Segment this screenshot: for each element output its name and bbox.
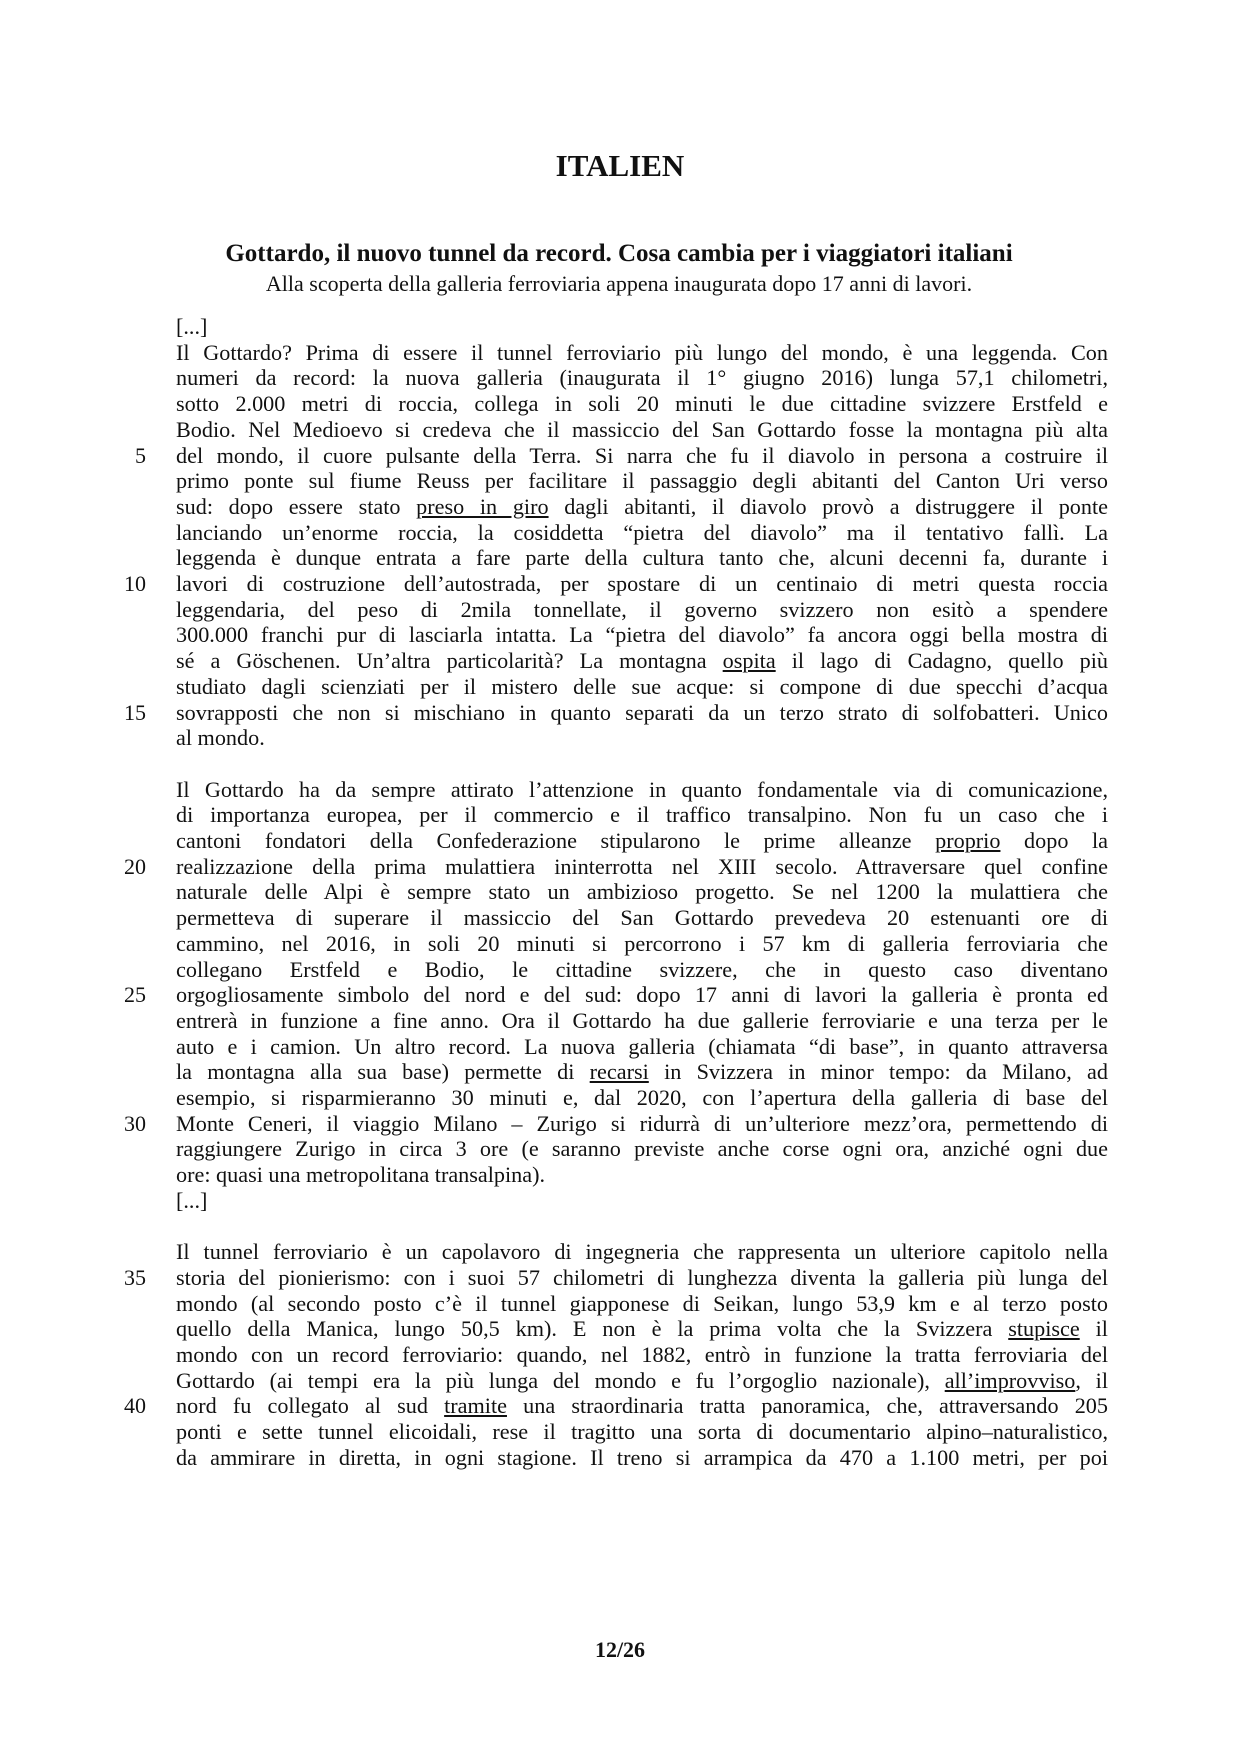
text-line <box>176 1366 1108 1395</box>
text-line: studiato dagli scienziati per il mistero delle sue acque: si compone di due specchi d’acqua <box>176 673 1108 699</box>
underlined-term: ospita <box>722 648 776 674</box>
text-segment: sé a Göschenen. Un’altra particolarità? La montagna <box>176 648 723 674</box>
text-line: leggendaria, del peso di 2mila tonnellate, il governo svizzero non esitò a spendere <box>176 596 1108 622</box>
text-line: raggiungere Zurigo in circa 3 ore (e saranno previste anche corse ogni ora, anziché ogni due <box>176 1136 1108 1162</box>
text-line: realizzazione della prima mulattiera ininterrotta nel XIII secolo. Attraversare quel confine <box>176 853 1108 879</box>
text-line: collegano Erstfeld e Bodio, le cittadine svizzere, che in questo caso diventano <box>176 956 1108 982</box>
text-line <box>176 826 1108 855</box>
line-number: 10 <box>124 571 146 596</box>
line-number: 15 <box>124 699 146 725</box>
text-line: lavori di costruzione dell’autostrada, per spostare di un centinaio di metri questa roccia <box>176 571 1108 596</box>
underlined-term: all’improvviso <box>944 1367 1076 1393</box>
text-line: orgogliosamente simbolo del nord e del sud: dopo 17 anni di lavori la galleria è pronta ed <box>176 982 1108 1008</box>
text-line: sotto 2.000 metri di roccia, collega in soli 20 minuti le due cittadine svizzere Erstfeld e <box>176 391 1108 417</box>
text-line: al mondo. <box>176 725 265 751</box>
text-segment: sud: dopo essere stato <box>176 493 417 519</box>
text-line: primo ponte sul fiume Reuss per facilitare il passaggio degli abitanti del Canton Uri verso <box>176 468 1108 494</box>
text-line: leggenda è dunque entrata a fare parte della cultura tanto che, alcuni decenni fa, durante i <box>176 545 1108 571</box>
text-segment: il lago di Cadagno, quello più <box>775 648 1109 674</box>
line-number: 5 <box>135 442 146 468</box>
article-subtitle: Alla scoperta della galleria ferroviaria appena inaugurata dopo 17 anni di lavori. <box>265 271 973 296</box>
text-segment: cantoni fondatori della Confederazione stipularono le prime alleanze <box>176 828 936 853</box>
text-line: ponti e sette tunnel elicoidali, rese il tragitto una sorta di documentario alpino–naturalistico, <box>176 1419 1108 1445</box>
text-line: lanciando un’enorme roccia, la cosiddetta “pietra del diavolo” ma il tentativo fallì. La <box>176 519 1108 545</box>
text-line: esempio, si risparmieranno 30 minuti e, dal 2020, con l’apertura della galleria di base del <box>176 1085 1108 1110</box>
text-line: [...] <box>176 1187 208 1213</box>
article-title: Gottardo, il nuovo tunnel da record. Cosa cambia per i viaggiatori italiani <box>225 240 1013 267</box>
text-segment: in Svizzera in minor tempo: da Milano, ad <box>648 1059 1108 1085</box>
underlined-term: tramite <box>444 1393 507 1419</box>
text-line <box>176 646 1108 675</box>
text-line <box>176 1391 1108 1420</box>
text-line: numeri da record: la nuova galleria (inaugurata il 1° giugno 2016) lunga 57,1 chilometri, <box>176 365 1108 391</box>
text-line: naturale delle Alpi è sempre stato un ambizioso progetto. Se nel 1200 la mulattiera che <box>176 879 1108 905</box>
text-line: [...] <box>176 314 208 339</box>
page-number: 12/26 <box>594 1637 646 1662</box>
text-line <box>176 1057 1108 1086</box>
text-line: mondo (al secondo posto c’è il tunnel giapponese di Seikan, lungo 53,9 km e al terzo posto <box>176 1290 1108 1316</box>
text-line: mondo con un record ferroviario: quando, nel 1882, entrò in funzione la tratta ferroviaria del <box>176 1342 1108 1367</box>
text-line: permetteva di superare il massiccio del San Gottardo prevedeva 20 estenuanti ore di <box>176 905 1108 931</box>
text-line: Bodio. Nel Medioevo si credeva che il massiccio del San Gottardo fosse la montagna più alta <box>176 416 1108 442</box>
text-segment: una straordinaria tratta panoramica, che, attraversando 205 <box>506 1393 1108 1419</box>
text-line: di importanza europea, per il commercio e il traffico transalpino. Non fu un caso che i <box>176 802 1108 828</box>
line-number: 25 <box>124 982 146 1008</box>
text-line: del mondo, il cuore pulsante della Terra. Si narra che fu il diavolo in persona a costruire il <box>176 442 1108 468</box>
text-line: Il tunnel ferroviario è un capolavoro di ingegneria che rappresenta un ulteriore capitolo nella <box>176 1239 1108 1265</box>
text-segment: , il <box>1075 1367 1108 1393</box>
text-line: auto e i camion. Un altro record. La nuova galleria (chiamata “di base”, in quanto attraversa <box>176 1033 1108 1059</box>
text-segment: Gottardo (ai tempi era la più lunga del mondo e fu l’orgoglio nazionale), <box>176 1367 945 1393</box>
text-line: 300.000 franchi pur di lasciarla intatta. La “pietra del diavolo” fa ancora oggi bella mostra di <box>176 622 1108 648</box>
line-number: 40 <box>124 1393 146 1419</box>
text-line: ore: quasi una metropolitana transalpina). <box>176 1162 546 1188</box>
text-line: Il Gottardo? Prima di essere il tunnel ferroviario più lungo del mondo, è una leggenda. Con <box>176 339 1108 365</box>
underlined-term: preso in giro <box>416 493 549 519</box>
text-segment: dopo la <box>1000 828 1109 853</box>
text-segment: dagli abitanti, il diavolo provò a distruggere il ponte <box>548 493 1108 519</box>
text-line: Monte Ceneri, il viaggio Milano – Zurigo si ridurrà di un’ulteriore mezz’ora, permettendo di <box>176 1110 1108 1136</box>
text-line: sovrapposti che non si mischiano in quanto separati da un terzo strato di solfobatteri. Unico <box>176 699 1108 725</box>
text-line: cammino, nel 2016, in soli 20 minuti si percorrono i 57 km di galleria ferroviaria che <box>176 930 1108 956</box>
text-line: storia del pionierismo: con i suoi 57 chilometri di lunghezza diventa la galleria più lunga del <box>176 1264 1108 1290</box>
underlined-term: proprio <box>935 828 1001 853</box>
text-segment: nord fu collegato al sud <box>176 1393 445 1419</box>
page-heading: ITALIEN <box>555 148 685 183</box>
line-number: 20 <box>124 853 146 879</box>
text-line <box>176 1314 1108 1343</box>
line-number: 30 <box>124 1110 146 1136</box>
underlined-term: stupisce <box>1008 1316 1080 1342</box>
text-segment: la montagna alla sua base) permette di <box>176 1059 590 1085</box>
text-line: Il Gottardo ha da sempre attirato l’attenzione in quanto fondamentale via di comunicazione, <box>176 776 1108 802</box>
text-line: da ammirare in diretta, in ogni stagione. Il treno si arrampica da 470 a 1.100 metri, per poi <box>176 1444 1108 1470</box>
underlined-term: recarsi <box>589 1059 649 1085</box>
text-line <box>176 492 1108 521</box>
text-segment: quello della Manica, lungo 50,5 km). E non è la prima volta che la Svizzera <box>176 1316 1009 1342</box>
text-line: entrerà in funzione a fine anno. Ora il Gottardo ha due gallerie ferroviarie e una terza per le <box>176 1007 1108 1033</box>
line-number: 35 <box>124 1264 146 1290</box>
text-segment: il <box>1079 1316 1108 1342</box>
